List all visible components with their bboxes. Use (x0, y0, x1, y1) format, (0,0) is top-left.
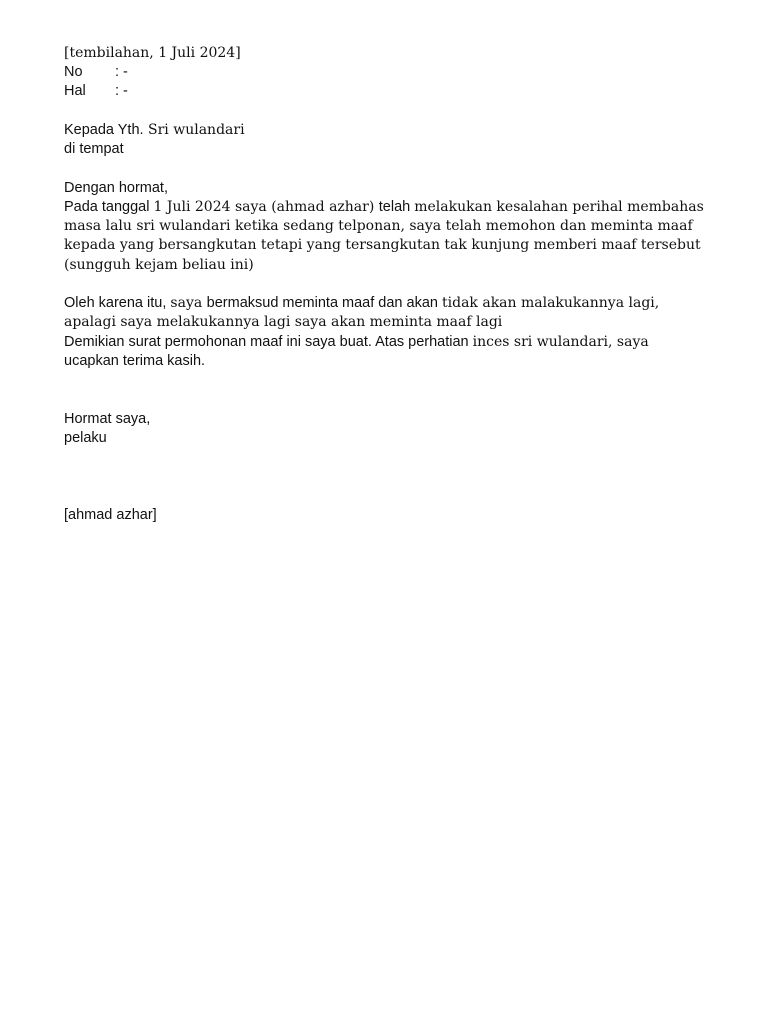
no-field (64, 63, 704, 82)
paragraph-1-line-4: (sungguh kejam beliau ini) (64, 256, 254, 273)
closing-salutation: Hormat saya, (64, 411, 151, 428)
no-value: : - (115, 64, 128, 81)
paragraph-1-line-1: Pada tanggal 1 Juli 2024 saya (ahmad azhar) telah melakukan kesalahan perihal membahas (64, 199, 704, 215)
recipient-line (64, 121, 704, 140)
paragraph-3-line-2: ucapkan terima kasih. (64, 352, 206, 369)
hal-label: Hal (64, 83, 86, 100)
recipient-name: Sri wulandari (143, 122, 245, 138)
signature-name: [ahmad azhar] (64, 507, 157, 524)
closing-role: pelaku (64, 430, 107, 447)
paragraph-3-line-1: Demikian surat permohonan maaf ini saya buat. Atas perhatian inces sri wulandari, saya (64, 333, 649, 350)
hal-field (64, 82, 704, 101)
recipient-prefix: Kepada Yth. (64, 122, 144, 138)
greeting: Dengan hormat, (64, 179, 168, 196)
paragraph-1-line-3: kepada yang bersangkutan tetapi yang tersangkutan tak kunjung memberi maaf tersebut (64, 237, 701, 254)
recipient-location: di tempat (64, 141, 124, 158)
paragraph-2-line-2: apalagi saya melakukannya lagi saya akan meminta maaf lagi (64, 314, 503, 331)
paragraph-1-line-2: masa lalu sri wulandari ketika sedang telponan, saya telah memohon dan meminta maaf (64, 218, 693, 235)
place-date: [tembilahan, 1 Juli 2024] (64, 45, 241, 61)
no-label: No (64, 64, 83, 81)
paragraph-2-line-1: Oleh karena itu, saya bermaksud meminta maaf dan akan tidak akan malakukannya lagi, (64, 295, 660, 312)
letter-page (64, 44, 704, 526)
hal-value: : - (115, 83, 128, 100)
